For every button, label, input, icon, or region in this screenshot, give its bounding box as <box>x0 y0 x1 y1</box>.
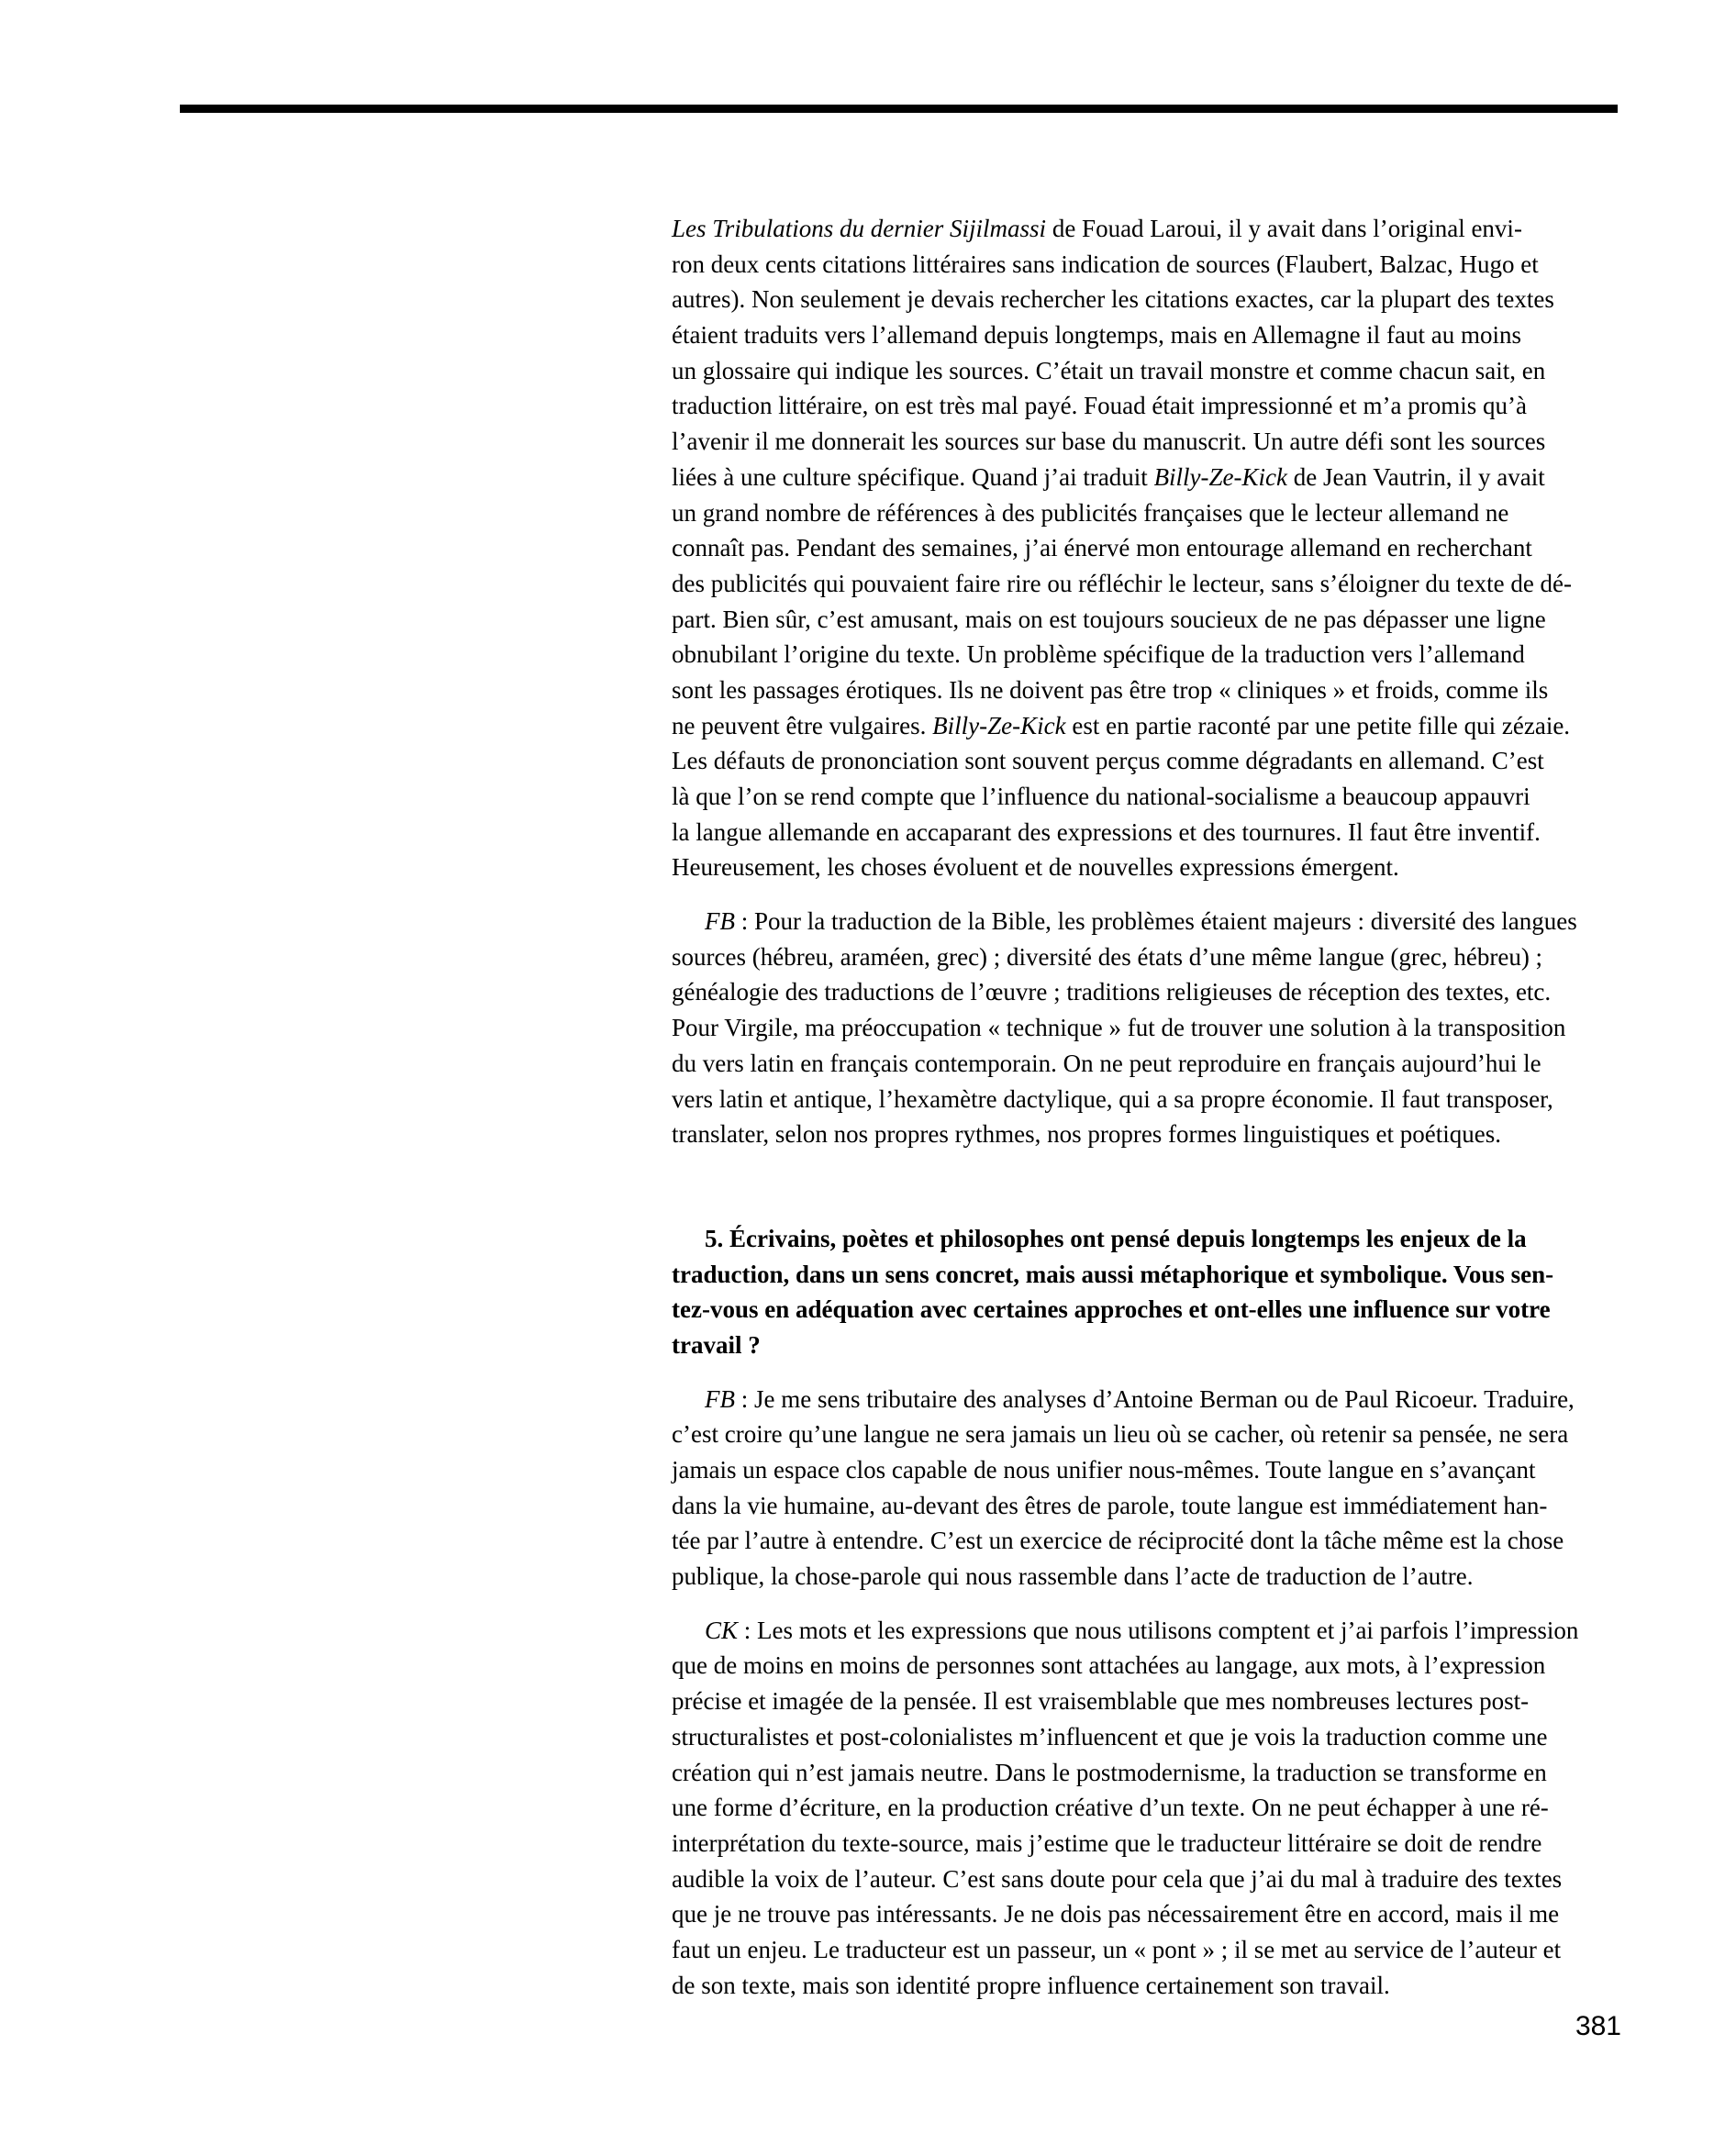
text-line: Pour Virgile, ma préoccupation « technique » fut de trouver une solution à la transposition <box>672 1014 1566 1042</box>
text-line: faut un enjeu. Le traducteur est un passeur, un « pont » ; il se met au service de l’auteur et <box>672 1935 1562 1963</box>
top-rule <box>180 105 1618 113</box>
text-line: sont les passages érotiques. Ils ne doivent pas être trop « cliniques » et froids, comme ils <box>672 675 1549 704</box>
text-line: Les défauts de prononciation sont souvent perçus comme dégradants en allemand. C’est <box>672 747 1544 775</box>
text-line: un grand nombre de références à des publicités françaises que le lecteur allemand ne <box>672 498 1509 527</box>
text-line: que je ne trouve pas intéressants. Je ne dois pas nécessairement être en accord, mais il me <box>672 1900 1560 1928</box>
text-line: traduction littéraire, on est très mal payé. Fouad était impressionné et m’a promis qu’à <box>672 392 1527 420</box>
text-line: 5. Écrivains, poètes et philosophes ont pensé depuis longtemps les enjeux de la <box>705 1224 1527 1252</box>
text-line: FB : Pour la traduction de la Bible, les problèmes étaient majeurs : diversité des langues <box>705 907 1577 936</box>
text-line: vers latin et antique, l’hexamètre dactylique, qui a sa propre économie. Il faut transposer, <box>672 1084 1553 1113</box>
text-line: tée par l’autre à entendre. C’est un exercice de réciprocité dont la tâche même est la chose <box>672 1527 1564 1555</box>
italic-segment: CK <box>705 1616 739 1644</box>
text-line: Heureusement, les choses évoluent et de nouvelles expressions émergent. <box>672 853 1399 882</box>
italic-segment: FB <box>705 1384 735 1413</box>
text-line: ne peuvent être vulgaires. Billy-Ze-Kick est en partie raconté par une petite fille qui zézaie. <box>672 711 1571 739</box>
text-line: dans la vie humaine, au-devant des êtres de parole, toute langue est immédiatement han- <box>672 1491 1548 1519</box>
text-line: sources (hébreu, araméen, grec) ; diversité des états d’une même langue (grec, hébreu) ; <box>672 942 1543 971</box>
content <box>672 211 1621 2003</box>
italic-segment: Billy-Ze-Kick <box>932 711 1066 739</box>
paragraph <box>672 1613 1621 2004</box>
text-line: CK : Les mots et les expressions que nous utilisons comptent et j’ai parfois l’impression <box>705 1616 1579 1644</box>
text-line: Les Tribulations du dernier Sijilmassi de Fouad Laroui, il y avait dans l’original envi- <box>672 215 1522 242</box>
text-line: l’avenir il me donnerait les sources sur base du manuscrit. Un autre défi sont les sources <box>672 428 1546 456</box>
text-line: FB : Je me sens tributaire des analyses d’Antoine Berman ou de Paul Ricoeur. Traduire, <box>705 1384 1575 1413</box>
text-line: autres). Non seulement je devais rechercher les citations exactes, car la plupart des textes <box>672 285 1554 314</box>
text-line: précise et imagée de la pensée. Il est vraisemblable que mes nombreuses lectures post- <box>672 1687 1530 1716</box>
paragraph <box>672 1382 1621 1595</box>
text-line: tez-vous en adéquation avec certaines approches et ont-elles une influence sur votre <box>672 1295 1551 1324</box>
text-line: publique, la chose-parole qui nous rassemble dans l’acte de traduction de l’autre. <box>672 1562 1474 1591</box>
text-line: création qui n’est jamais neutre. Dans le postmodernisme, la traduction se transforme en <box>672 1758 1547 1786</box>
text-line: audible la voix de l’auteur. C’est sans doute pour cela que j’ai du mal à traduire des textes <box>672 1864 1563 1893</box>
page-number: 381 <box>1575 2011 1621 2042</box>
text-column <box>672 211 1621 2043</box>
text-line: traduction, dans un sens concret, mais aussi métaphorique et symbolique. Vous sen- <box>672 1260 1554 1288</box>
paragraph <box>672 211 1621 885</box>
text-line: de son texte, mais son identité propre influence certainement son travail. <box>672 1971 1390 1999</box>
text-line: étaient traduits vers l’allemand depuis longtemps, mais en Allemagne il faut au moins <box>672 321 1522 350</box>
text-line: obnubilant l’origine du texte. Un problème spécifique de la traduction vers l’allemand <box>672 640 1525 669</box>
text-line: une forme d’écriture, en la production créative d’un texte. On ne peut échapper à une ré- <box>672 1794 1549 1822</box>
text-line: travail ? <box>672 1330 761 1359</box>
text-line: liées à une culture spécifique. Quand j’ai traduit Billy-Ze-Kick de Jean Vautrin, il y avait <box>672 462 1545 491</box>
text-line: que de moins en moins de personnes sont attachées au langage, aux mots, à l’expression <box>672 1651 1546 1680</box>
italic-segment: Billy-Ze-Kick <box>1153 462 1288 491</box>
text-line: ron deux cents citations littéraires sans indication de sources (Flaubert, Balzac, Hugo et <box>672 250 1539 278</box>
text-line: translater, selon nos propres rythmes, nos propres formes linguistiques et poétiques. <box>672 1120 1501 1149</box>
text-line: des publicités qui pouvaient faire rire ou réfléchir le lecteur, sans s’éloigner du texte de dé- <box>672 569 1573 597</box>
text-line: connaît pas. Pendant des semaines, j’ai énervé mon entourage allemand en recherchant <box>672 534 1532 562</box>
italic-segment: Les Tribulations du dernier Sijilmassi <box>672 215 1047 242</box>
text-line: part. Bien sûr, c’est amusant, mais on est toujours soucieux de ne pas dépasser une ligne <box>672 605 1546 633</box>
text-line: un glossaire qui indique les sources. C’était un travail monstre et comme chacun sait, en <box>672 356 1546 384</box>
text-line: la langue allemande en accaparant des expressions et des tournures. Il faut être inventif. <box>672 817 1541 846</box>
italic-segment: FB <box>705 907 735 936</box>
text-line: du vers latin en français contemporain. On ne peut reproduire en français aujourd’hui le <box>672 1049 1541 1077</box>
text-line: là que l’on se rend compte que l’influence du national-socialisme a beaucoup appauvri <box>672 783 1530 810</box>
paragraph <box>672 904 1621 1152</box>
question-heading <box>672 1221 1621 1363</box>
text-line: structuralistes et post-colonialistes m’influencent et que je vois la traduction comme une <box>672 1722 1548 1750</box>
text-line: généalogie des traductions de l’œuvre ; traditions religieuses de réception des textes, etc. <box>672 978 1552 1006</box>
text-line: interprétation du texte-source, mais j’estime que le traducteur littéraire se doit de rendre <box>672 1828 1542 1857</box>
text-line: c’est croire qu’une langue ne sera jamais un lieu où se cacher, où retenir sa pensée, ne sera <box>672 1420 1569 1449</box>
text-line: jamais un espace clos capable de nous unifier nous-mêmes. Toute langue en s’avançant <box>672 1456 1536 1484</box>
